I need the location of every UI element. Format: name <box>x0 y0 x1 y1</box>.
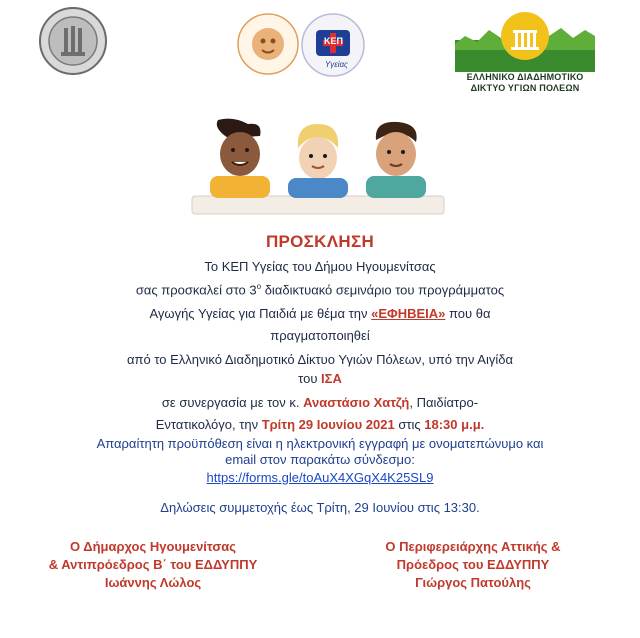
line7-text-b: , Παιδίατρο- <box>409 395 479 410</box>
line2-superscript: ο <box>256 282 262 291</box>
line2-text-b: διαδικτυακό σεμινάριο του προγράμματος <box>261 282 505 298</box>
invitation-line-7 <box>0 395 640 410</box>
signature-left <box>38 538 268 592</box>
kep-health-logo <box>300 12 366 78</box>
kep-logo-label: ΚΕΠ <box>324 36 344 46</box>
invitation-line-6 <box>0 371 640 386</box>
line7-text-a: σε συνεργασία με τον κ. <box>161 395 304 410</box>
deadline-line: Δηλώσεις συμμετοχής έως Τρίτη, 29 Ιουνίου στις 13:30. <box>160 500 480 515</box>
invitation-line-4: πραγματοποιηθεί <box>270 328 370 343</box>
isa-seal-logo <box>38 6 108 76</box>
line8-text-b: στις <box>394 417 425 432</box>
signature-right-role: Πρόεδρος του ΕΔΔΥΠΠΥ <box>396 557 550 572</box>
invitation-line-8 <box>0 417 640 432</box>
requirement-line-1: Απαραίτητη προϋπόθεση είναι η ηλεκτρονική εγγραφή με ονοματεπώνυμο και <box>96 436 544 451</box>
signature-left-role: & Αντιπρόεδρος Β΄ του ΕΔΔΥΠΠΥ <box>48 557 258 572</box>
registration-link[interactable]: https://forms.gle/toAuX4XGqX4K25SL9 <box>206 470 434 485</box>
speaker-name: Αναστάσιο Χατζή <box>303 395 410 410</box>
event-date: Τρίτη 29 Ιουνίου 2021 <box>261 417 395 432</box>
signature-left-name: Ιωάννης Λώλος <box>104 575 202 590</box>
signature-right-title: Ο Περιφερειάρχης Αττικής & <box>385 539 561 554</box>
network-logo <box>455 10 595 96</box>
patron-org: ΙΣΑ <box>321 371 342 386</box>
children-illustration <box>188 118 448 218</box>
kep-logo-sub: Υγείας <box>325 60 348 69</box>
requirement-line-2: email στον παρακάτω σύνδεσμο: <box>225 452 415 467</box>
signature-left-title: Ο Δήμαρχος Ηγουμενίτσας <box>69 539 237 554</box>
line6-text-a: του <box>298 371 322 386</box>
line2-text-a: σας προσκαλεί στο 3 <box>135 282 257 298</box>
signature-right <box>348 538 598 592</box>
invitation-title: ΠΡΟΣΚΛΗΣΗ <box>265 232 375 251</box>
invitation-line-1: Το ΚΕΠ Υγείας του Δήμου Ηγουμενίτσας <box>204 259 436 274</box>
line8-text-a: Εντατικολόγο, την <box>155 417 262 432</box>
invitation-line-2 <box>0 282 640 297</box>
line3-text-a: Αγωγής Υγείας για Παιδιά με θέμα την <box>149 306 372 321</box>
registration-link-row <box>0 469 640 487</box>
seminar-topic: «ΕΦΗΒΕΙΑ» <box>371 306 446 321</box>
lions-club-logo <box>236 10 300 80</box>
invitation-line-5: από το Ελληνικό Διαδημοτικό Δίκτυο Υγιών Πόλεων, υπό την Αιγίδα <box>127 352 513 367</box>
event-time: 18:30 μ.μ. <box>424 417 485 432</box>
network-logo-line1: ΕΛΛΗΝΙΚΟ ΔΙΑΔΗΜΟΤΙΚΟ <box>466 72 584 82</box>
network-logo-line2: ΔΙΚΤΥΟ ΥΓΙΩΝ ΠΟΛΕΩΝ <box>470 83 580 93</box>
invitation-line-3 <box>0 306 640 321</box>
line3-text-b: που θα <box>445 306 491 321</box>
signature-right-name: Γιώργος Πατούλης <box>415 575 531 590</box>
